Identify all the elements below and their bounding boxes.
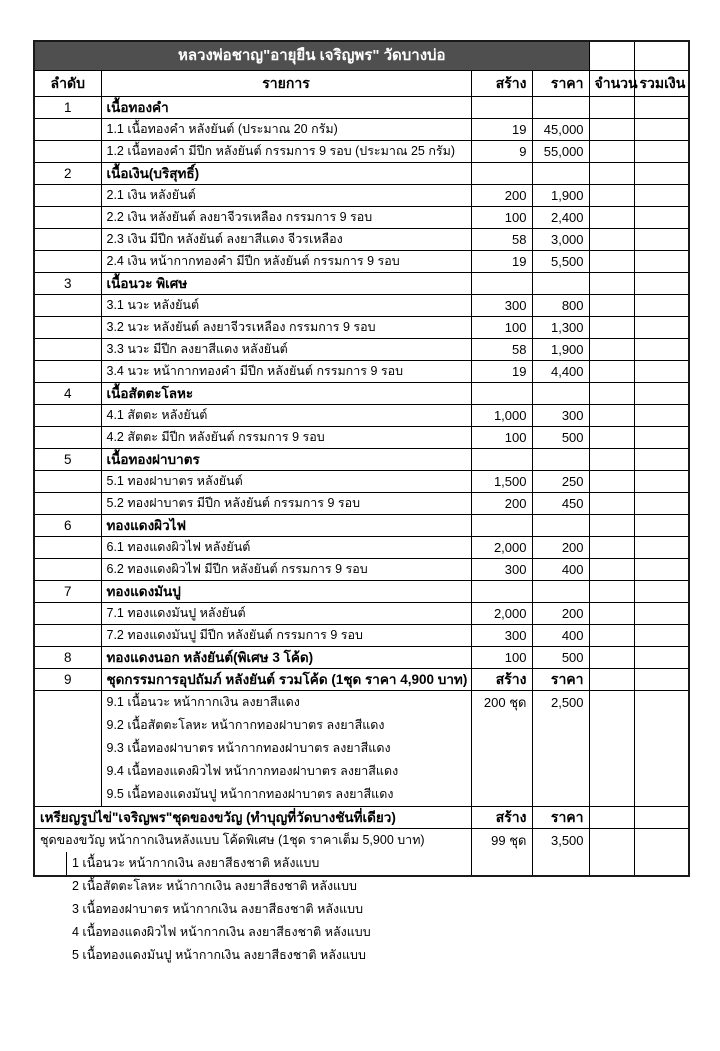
row-price: 1,300 xyxy=(532,317,589,339)
row-no xyxy=(34,405,101,427)
row-price: 200 xyxy=(532,537,589,559)
table-row xyxy=(34,625,689,647)
row-total xyxy=(634,581,689,603)
row-item: ชุดกรรมการอุปถัมภ์ หลังยันต์ รวมโค้ด (1ชุด ราคา 4,900 บาท) xyxy=(101,669,471,691)
col-header-price: ราคา xyxy=(532,71,589,97)
row-item-line: ชุดของขวัญ หน้ากากเงินหลังแบบ โค้ดพิเศษ (1ชุด ราคาเต็ม 5,900 บาท) xyxy=(40,833,425,847)
title-row-blank-total xyxy=(634,41,689,71)
row-no xyxy=(34,141,101,163)
row-total xyxy=(634,383,689,405)
row-total xyxy=(634,405,689,427)
row-no xyxy=(34,603,101,625)
row-qty xyxy=(589,163,634,185)
row-qty xyxy=(589,207,634,229)
row-item: 2.2 เงิน หลังยันต์ ลงยาจีวรเหลือง กรรมการ 9 รอบ xyxy=(101,207,471,229)
row-item: 7.2 ทองแดงมันปู มีปีก หลังยันต์ กรรมการ 9 รอบ xyxy=(101,625,471,647)
row-no: 8 xyxy=(34,647,101,669)
row-made: 100 xyxy=(471,427,532,449)
row-qty xyxy=(589,603,634,625)
row-made xyxy=(471,163,532,185)
table-row xyxy=(34,493,689,515)
row-no xyxy=(34,295,101,317)
row-total xyxy=(634,515,689,537)
row-no: 5 xyxy=(34,449,101,471)
row-total xyxy=(634,361,689,383)
row-price: 3,000 xyxy=(532,229,589,251)
row-no: 3 xyxy=(34,273,101,295)
row-qty xyxy=(589,361,634,383)
row-qty xyxy=(589,405,634,427)
col-header-total: รวมเงิน xyxy=(634,71,689,97)
row-made: 58 xyxy=(471,229,532,251)
row-total xyxy=(634,339,689,361)
row-qty xyxy=(589,807,634,829)
table-row xyxy=(34,207,689,229)
row-item: ทองแดงนอก หลังยันต์(พิเศษ 3 โค้ด) xyxy=(101,647,471,669)
col-header-no: ลำดับ xyxy=(34,71,101,97)
row-no xyxy=(34,427,101,449)
row-item xyxy=(101,691,471,807)
table-row xyxy=(34,295,689,317)
row-made: 2,000 xyxy=(471,537,532,559)
col-header-item: รายการ xyxy=(101,71,471,97)
row-item: เนื้อสัตตะโลหะ xyxy=(101,383,471,405)
row-item: 1.1 เนื้อทองคำ หลังยันต์ (ประมาณ 20 กรัม) xyxy=(101,119,471,141)
row-made: 300 xyxy=(471,559,532,581)
row-qty xyxy=(589,449,634,471)
row-made: 58 xyxy=(471,339,532,361)
row-item: 2.1 เงิน หลังยันต์ xyxy=(101,185,471,207)
row-made: 9 xyxy=(471,141,532,163)
row-made: 100 xyxy=(471,317,532,339)
row-item: เนื้อทองฝาบาตร xyxy=(101,449,471,471)
table-row xyxy=(34,691,689,807)
row-item: 3.1 นวะ หลังยันต์ xyxy=(101,295,471,317)
row-total xyxy=(634,427,689,449)
table-row xyxy=(34,537,689,559)
row-item: 2.3 เงิน มีปีก หลังยันต์ ลงยาสีแดง จีวรเหลือง xyxy=(101,229,471,251)
row-qty xyxy=(589,647,634,669)
row-qty xyxy=(589,185,634,207)
row-total xyxy=(634,97,689,119)
row-qty xyxy=(589,317,634,339)
table-row xyxy=(34,339,689,361)
row-total xyxy=(634,119,689,141)
row-total xyxy=(634,207,689,229)
row-no xyxy=(34,559,101,581)
row-made: 100 xyxy=(471,647,532,669)
row-no: 9 xyxy=(34,669,101,691)
row-total xyxy=(634,251,689,273)
row-total xyxy=(634,141,689,163)
row-total xyxy=(634,273,689,295)
row-item: 6.1 ทองแดงผิวไฟ หลังยันต์ xyxy=(101,537,471,559)
row-made: สร้าง xyxy=(471,669,532,691)
row-price: 2,500 xyxy=(532,691,589,807)
row-item-line: 9.1 เนื้อนวะ หน้ากากเงิน ลงยาสีแดง xyxy=(106,695,300,709)
row-made: 300 xyxy=(471,295,532,317)
table-row xyxy=(34,471,689,493)
row-total xyxy=(634,163,689,185)
row-price: 300 xyxy=(532,405,589,427)
table-row xyxy=(34,405,689,427)
row-qty xyxy=(589,119,634,141)
row-price xyxy=(532,515,589,537)
row-qty xyxy=(589,427,634,449)
row-price: 250 xyxy=(532,471,589,493)
row-no xyxy=(34,339,101,361)
table-row xyxy=(34,449,689,471)
row-item xyxy=(34,829,471,962)
row-no xyxy=(34,185,101,207)
row-item: 5.1 ทองฝาบาตร หลังยันต์ xyxy=(101,471,471,493)
row-price: 45,000 xyxy=(532,119,589,141)
row-no xyxy=(34,361,101,383)
row-price: 55,000 xyxy=(532,141,589,163)
row-total xyxy=(634,317,689,339)
table-row xyxy=(34,669,689,691)
row-item: 5.2 ทองฝาบาตร มีปีก หลังยันต์ กรรมการ 9 รอบ xyxy=(101,493,471,515)
row-price xyxy=(532,449,589,471)
row-item-line: 2 เนื้อสัตตะโลหะ หน้ากากเงิน ลงยาสีธงชาติ หลังแบบ xyxy=(72,879,357,893)
col-header-made: สร้าง xyxy=(471,71,532,97)
row-made: 200 xyxy=(471,493,532,515)
row-price: 800 xyxy=(532,295,589,317)
row-made: 200 xyxy=(471,185,532,207)
row-qty xyxy=(589,295,634,317)
row-qty xyxy=(589,339,634,361)
row-item-line: 9.3 เนื้อทองฝาบาตร หน้ากากทองฝาบาตร ลงยาสีแดง xyxy=(106,741,391,755)
row-made: 200 ชุด xyxy=(471,691,532,807)
row-made: 2,000 xyxy=(471,603,532,625)
table-row xyxy=(34,603,689,625)
row-total xyxy=(634,807,689,829)
row-qty xyxy=(589,273,634,295)
row-no xyxy=(34,317,101,339)
row-item: 2.4 เงิน หน้ากากทองคำ มีปีก หลังยันต์ กรรมการ 9 รอบ xyxy=(101,251,471,273)
row-item: ทองแดงมันปู xyxy=(101,581,471,603)
row-made xyxy=(471,97,532,119)
page-title: หลวงพ่อชาญ"อายุยืน เจริญพร" วัดบางบ่อ xyxy=(34,41,589,71)
table-row xyxy=(34,807,689,829)
row-item: 1.2 เนื้อทองคำ มีปีก หลังยันต์ กรรมการ 9 รอบ (ประมาณ 25 กรัม) xyxy=(101,141,471,163)
row-price: 3,500 xyxy=(532,829,589,877)
row-total xyxy=(634,229,689,251)
row-item-line: 5 เนื้อทองแดงมันปู หน้ากากเงิน ลงยาสีธงชาติ หลังแบบ xyxy=(72,948,366,962)
column-header-row xyxy=(34,71,689,97)
row-qty xyxy=(589,493,634,515)
row-price: 5,500 xyxy=(532,251,589,273)
row-made: 19 xyxy=(471,119,532,141)
row-no xyxy=(34,207,101,229)
row-sub-items xyxy=(66,852,466,962)
row-made xyxy=(471,273,532,295)
table-row xyxy=(34,647,689,669)
row-made xyxy=(471,383,532,405)
row-qty xyxy=(589,141,634,163)
row-made xyxy=(471,581,532,603)
row-item: เนื้อนวะ พิเศษ xyxy=(101,273,471,295)
table-row xyxy=(34,515,689,537)
row-no xyxy=(34,625,101,647)
row-made xyxy=(471,449,532,471)
row-made: 19 xyxy=(471,251,532,273)
row-item: 4.1 สัตตะ หลังยันต์ xyxy=(101,405,471,427)
row-price: 400 xyxy=(532,625,589,647)
row-no xyxy=(34,493,101,515)
row-total xyxy=(634,537,689,559)
row-no: 7 xyxy=(34,581,101,603)
row-item-line: 1 เนื้อนวะ หน้ากากเงิน ลงยาสีธงชาติ หลังแบบ xyxy=(72,856,320,870)
row-item: เนื้อทองคำ xyxy=(101,97,471,119)
row-item: 6.2 ทองแดงผิวไฟ มีปีก หลังยันต์ กรรมการ 9 รอบ xyxy=(101,559,471,581)
row-total xyxy=(634,669,689,691)
table-row xyxy=(34,559,689,581)
table-row xyxy=(34,119,689,141)
row-price: 450 xyxy=(532,493,589,515)
row-no xyxy=(34,251,101,273)
row-made: 1,500 xyxy=(471,471,532,493)
table-row xyxy=(34,97,689,119)
price-sheet xyxy=(33,40,688,962)
row-made xyxy=(471,515,532,537)
row-qty xyxy=(589,229,634,251)
title-row-blank-qty xyxy=(589,41,634,71)
row-item-line: 9.2 เนื้อสัตตะโลหะ หน้ากากทองฝาบาตร ลงยาสีแดง xyxy=(106,718,385,732)
table-row xyxy=(34,251,689,273)
row-qty xyxy=(589,829,634,877)
row-price: 500 xyxy=(532,427,589,449)
table-row xyxy=(34,163,689,185)
row-no: 6 xyxy=(34,515,101,537)
row-price: 200 xyxy=(532,603,589,625)
table-row xyxy=(34,185,689,207)
row-made: 19 xyxy=(471,361,532,383)
table-row xyxy=(34,361,689,383)
row-total xyxy=(634,559,689,581)
table-row xyxy=(34,383,689,405)
row-item-line: 9.5 เนื้อทองแดงมันปู หน้ากากทองฝาบาตร ลงยาสีแดง xyxy=(106,787,394,801)
row-total xyxy=(634,471,689,493)
row-qty xyxy=(589,97,634,119)
row-made: สร้าง xyxy=(471,807,532,829)
row-item: 7.1 ทองแดงมันปู หลังยันต์ xyxy=(101,603,471,625)
price-table xyxy=(33,40,690,962)
row-qty xyxy=(589,581,634,603)
row-price xyxy=(532,163,589,185)
row-item: เหรียญรูปไข่"เจริญพร"ชุดของขวัญ (ทำบุญที่วัดบางชันที่เดียว) xyxy=(34,807,471,829)
row-price: ราคา xyxy=(532,669,589,691)
row-made: 1,000 xyxy=(471,405,532,427)
row-item: ทองแดงผิวไฟ xyxy=(101,515,471,537)
row-total xyxy=(634,493,689,515)
row-total xyxy=(634,449,689,471)
row-total xyxy=(634,691,689,807)
row-total xyxy=(634,647,689,669)
table-row xyxy=(34,427,689,449)
row-price: ราคา xyxy=(532,807,589,829)
row-total xyxy=(634,829,689,877)
row-price: 500 xyxy=(532,647,589,669)
row-price xyxy=(532,97,589,119)
row-no: 1 xyxy=(34,97,101,119)
row-no xyxy=(34,471,101,493)
row-qty xyxy=(589,559,634,581)
row-no xyxy=(34,229,101,251)
row-total xyxy=(634,625,689,647)
row-item: เนื้อเงิน(บริสุทธิ์) xyxy=(101,163,471,185)
row-qty xyxy=(589,471,634,493)
row-qty xyxy=(589,625,634,647)
row-qty xyxy=(589,537,634,559)
row-no: 4 xyxy=(34,383,101,405)
row-total xyxy=(634,603,689,625)
row-no xyxy=(34,537,101,559)
row-made: 99 ชุด xyxy=(471,829,532,877)
row-item: 3.2 นวะ หลังยันต์ ลงยาจีวรเหลือง กรรมการ 9 รอบ xyxy=(101,317,471,339)
row-qty xyxy=(589,669,634,691)
row-total xyxy=(634,295,689,317)
row-no xyxy=(34,691,101,807)
title-row xyxy=(34,41,689,71)
row-price xyxy=(532,581,589,603)
row-item-line: 9.4 เนื้อทองแดงผิวไฟ หน้ากากทองฝาบาตร ลงยาสีแดง xyxy=(106,764,399,778)
row-price: 1,900 xyxy=(532,339,589,361)
row-price xyxy=(532,273,589,295)
row-price: 2,400 xyxy=(532,207,589,229)
row-made: 300 xyxy=(471,625,532,647)
row-qty xyxy=(589,251,634,273)
row-price: 1,900 xyxy=(532,185,589,207)
row-qty xyxy=(589,515,634,537)
row-price: 400 xyxy=(532,559,589,581)
row-total xyxy=(634,185,689,207)
row-made: 100 xyxy=(471,207,532,229)
row-item-line: 3 เนื้อทองฝาบาตร หน้ากากเงิน ลงยาสีธงชาติ หลังแบบ xyxy=(72,902,364,916)
row-price: 4,400 xyxy=(532,361,589,383)
row-item: 3.4 นวะ หน้ากากทองคำ มีปีก หลังยันต์ กรรมการ 9 รอบ xyxy=(101,361,471,383)
row-item: 4.2 สัตตะ มีปีก หลังยันต์ กรรมการ 9 รอบ xyxy=(101,427,471,449)
table-row xyxy=(34,273,689,295)
col-header-qty: จำนวน xyxy=(589,71,634,97)
row-item-line: 4 เนื้อทองแดงผิวไฟ หน้ากากเงิน ลงยาสีธงชาติ หลังแบบ xyxy=(72,925,371,939)
table-row xyxy=(34,317,689,339)
table-row xyxy=(34,829,689,877)
row-qty xyxy=(589,383,634,405)
row-no: 2 xyxy=(34,163,101,185)
table-row xyxy=(34,229,689,251)
row-price xyxy=(532,383,589,405)
table-row xyxy=(34,581,689,603)
row-qty xyxy=(589,691,634,807)
row-item: 3.3 นวะ มีปีก ลงยาสีแดง หลังยันต์ xyxy=(101,339,471,361)
row-no xyxy=(34,119,101,141)
table-row xyxy=(34,141,689,163)
